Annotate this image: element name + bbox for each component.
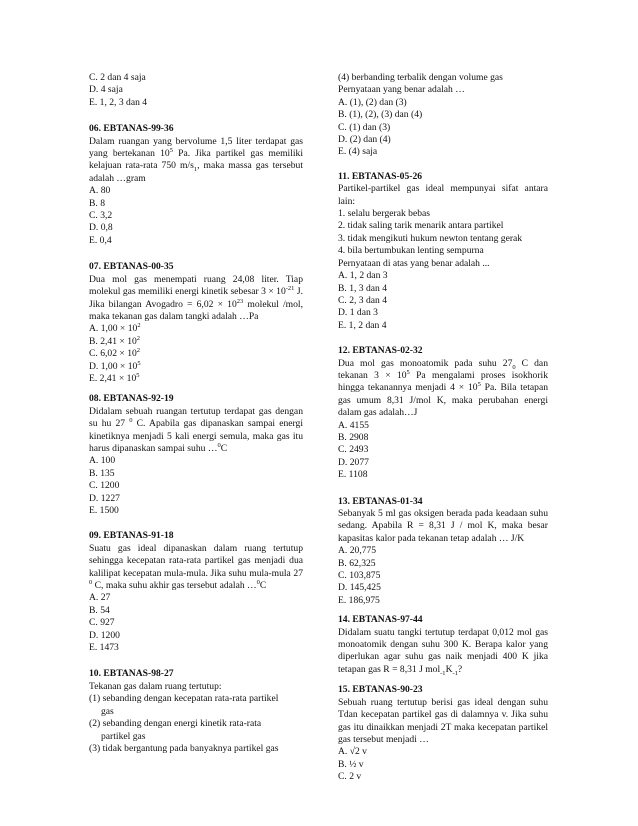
list-item-continuation: gas (101, 705, 114, 717)
list-item: 4. bila bertumbukan lenting sempurna (338, 245, 484, 257)
question-title: 09. EBTANAS-91-18 (89, 530, 174, 542)
option: A. (1), (2) dan (3) (338, 96, 407, 108)
option: E. 1500 (89, 505, 119, 516)
option: E. 0,4 (89, 234, 112, 246)
option: A. 27 (89, 592, 111, 604)
question-text: Sebanyak 5 ml gas oksigen berada pada keadaan suhu sedang. Apabila R = 8,31 J / mol K, maka besar kapasitas kalor pada tekanan tetap adalah … J/K (338, 508, 548, 544)
question-text: Partikel-partikel gas ideal mempunyai sifat antara lain: (338, 183, 548, 207)
list-item: 3. tidak mengikuti hukum newton tentang gerak (338, 232, 523, 244)
question-title: 12. EBTANAS-02-32 (338, 345, 423, 357)
list-item: (4) berbanding terbalik dengan volume gas (338, 72, 503, 83)
option: A. 20,775 (338, 545, 377, 557)
option: A. 100 (89, 455, 116, 467)
option: A. 4155 (338, 419, 369, 431)
option: E. 1473 (89, 642, 119, 654)
option: C. 2, 3 dan 4 (338, 294, 388, 306)
question-text: Didalam suatu tangki tertutup terdapat 0,012 mol gas monoatomik dengan suhu 300 K. Berapa kalor yang diperlukan agar suhu gas naik menjadi 400 K jika tetapan gas R = 8,31 J $mol_{-1}K_{-1}$? (338, 626, 548, 677)
question-title: 10. EBTANAS-98-27 (89, 668, 174, 680)
option: B. 62,325 (338, 557, 376, 569)
question-title: 07. EBTANAS-00-35 (89, 261, 174, 273)
question-statement: Pernyataan yang benar adalah … (338, 84, 465, 96)
option: A. 80 (89, 185, 111, 197)
right-column (338, 72, 548, 784)
option: B. ½ v (338, 758, 364, 770)
left-column (89, 72, 303, 755)
list-item-continuation: partikel gas (101, 730, 146, 742)
option: D. 145,425 (338, 582, 381, 594)
question-text: Dalam ruangan yang bervolume 1,5 liter terdapat gas yang bertekanan $10^5$ Pa. Jika partikel gas memiliki kelajuan rata-rata 750 $m/s_1$, maka massa gas tersebut adalah …gram (89, 135, 304, 184)
question-title: 15. EBTANAS-90-23 (338, 684, 423, 696)
option: B. 1, 3 dan 4 (338, 282, 388, 294)
option: B. 8 (89, 197, 105, 209)
list-item: (1) sebanding dengan kecepatan rata-rata partikel (89, 693, 279, 705)
option: D. 1200 (89, 629, 120, 641)
question-title: 11. EBTANAS-05-26 (338, 170, 423, 182)
option: D. 0,8 (89, 222, 113, 234)
question-text: Tekanan gas dalam ruang tertutup: (89, 680, 222, 692)
option: C. 103,875 (338, 570, 381, 582)
option: C. 2 dan 4 saja (89, 72, 146, 83)
option: A. 1, 2 dan 3 (338, 270, 388, 282)
option: D. 1227 (89, 492, 120, 504)
option: C. $6,02 \times 10^2$ (89, 346, 141, 360)
option: E. (4) saja (338, 146, 378, 158)
question-title: 13. EBTANAS-01-34 (338, 495, 423, 507)
option: A. $1,00 \times 10^2$ (89, 322, 141, 335)
option: B. (1), (2), (3) dan (4) (338, 109, 423, 121)
option: E. $2,41 \times 10^5$ (89, 371, 140, 384)
option: E. 1, 2 dan 4 (338, 319, 387, 331)
option: E. 1, 2, 3 dan 4 (89, 96, 148, 108)
list-item: (3) tidak bergantung pada banyaknya partikel gas (89, 742, 279, 754)
option: B. 135 (89, 467, 115, 479)
question-text: Dua mol gas menempati ruang 24,08 liter. Tiap molekul gas memiliki energi kinetik sebesar $3 \times 10^{-21}$ J. Jika bilangan Avogadro = $6,02 \times 10^{23}$ molekul /mol, maka tekanan gas dalam tangki adalah …Pa (89, 273, 303, 322)
option: B. 2908 (338, 431, 369, 443)
question-title: 06. EBTANAS-99-36 (89, 123, 174, 135)
question-text: Sebuah ruang tertutup berisi gas ideal dengan suhu Tdan kecepatan partikel gas di dalamnya v. Jika suhu gas itu dinaikkan menjadi 2T maka kecepatan partikel gas tersebut menjadi … (338, 696, 548, 745)
option: C. 927 (89, 617, 115, 629)
option: D. $1,00 \times 10^5$ (89, 359, 141, 372)
option: E. 1108 (338, 469, 368, 481)
option: C. 2 v (338, 771, 362, 783)
list-item: 2. tidak saling tarik menarik antara partikel (338, 220, 504, 232)
option: D. 4 saja (89, 84, 123, 96)
question-title: 08. EBTANAS-92-19 (89, 393, 174, 405)
option: C. 2493 (338, 444, 369, 456)
option: C. (1) dan (3) (338, 121, 391, 133)
question-text: Didalam sebuah ruangan tertutup terdapat gas dengan su hu 27 $^0$ C. Apabila gas dipanaskan sampai energi kinetiknya menjadi 5 kali energi semula, maka gas itu harus dipanaskan sampai suhu …$^0$C (89, 405, 303, 454)
option: B. $2,41 \times 10^2$ (89, 334, 141, 347)
option: D. (2) dan (4) (338, 134, 391, 146)
question-title: 14. EBTANAS-97-44 (338, 614, 423, 626)
option: B. 54 (89, 604, 110, 616)
question-text: Suatu gas ideal dipanaskan dalam ruang tertutup sehingga kecepatan rata-rata partikel gas menjadi dua kalilipat kecepatan mula-mula. Jika suhu mula-mula 27 $^0$ C, maka suhu akhir gas tersebut adalah …$^0$C (89, 542, 303, 592)
option: D. 2077 (338, 456, 369, 468)
option: A. √2 v (338, 746, 367, 758)
option: E. 186,975 (338, 594, 380, 606)
option: C. 1200 (89, 480, 120, 492)
option: C. 3,2 (89, 210, 113, 222)
option: D. 1 dan 3 (338, 307, 378, 319)
list-item: 1. selalu bergerak bebas (338, 208, 430, 220)
question-text: Dua mol gas monoatomik pada suhu $27_0$ C dan tekanan $3 \times 10^5$ Pa mengalami proses isokhorik hingga tekanannya menjadi $4 \times 10^5$ Pa. Bila tetapan gas umum 8,31 J/mol K, maka perubahan energi dalam gas adalah…J (338, 357, 548, 419)
list-item: (2) sebanding dengan energi kinetik rata-rata (89, 718, 262, 730)
question-statement: Pernyataan di atas yang benar adalah ... (338, 257, 490, 269)
